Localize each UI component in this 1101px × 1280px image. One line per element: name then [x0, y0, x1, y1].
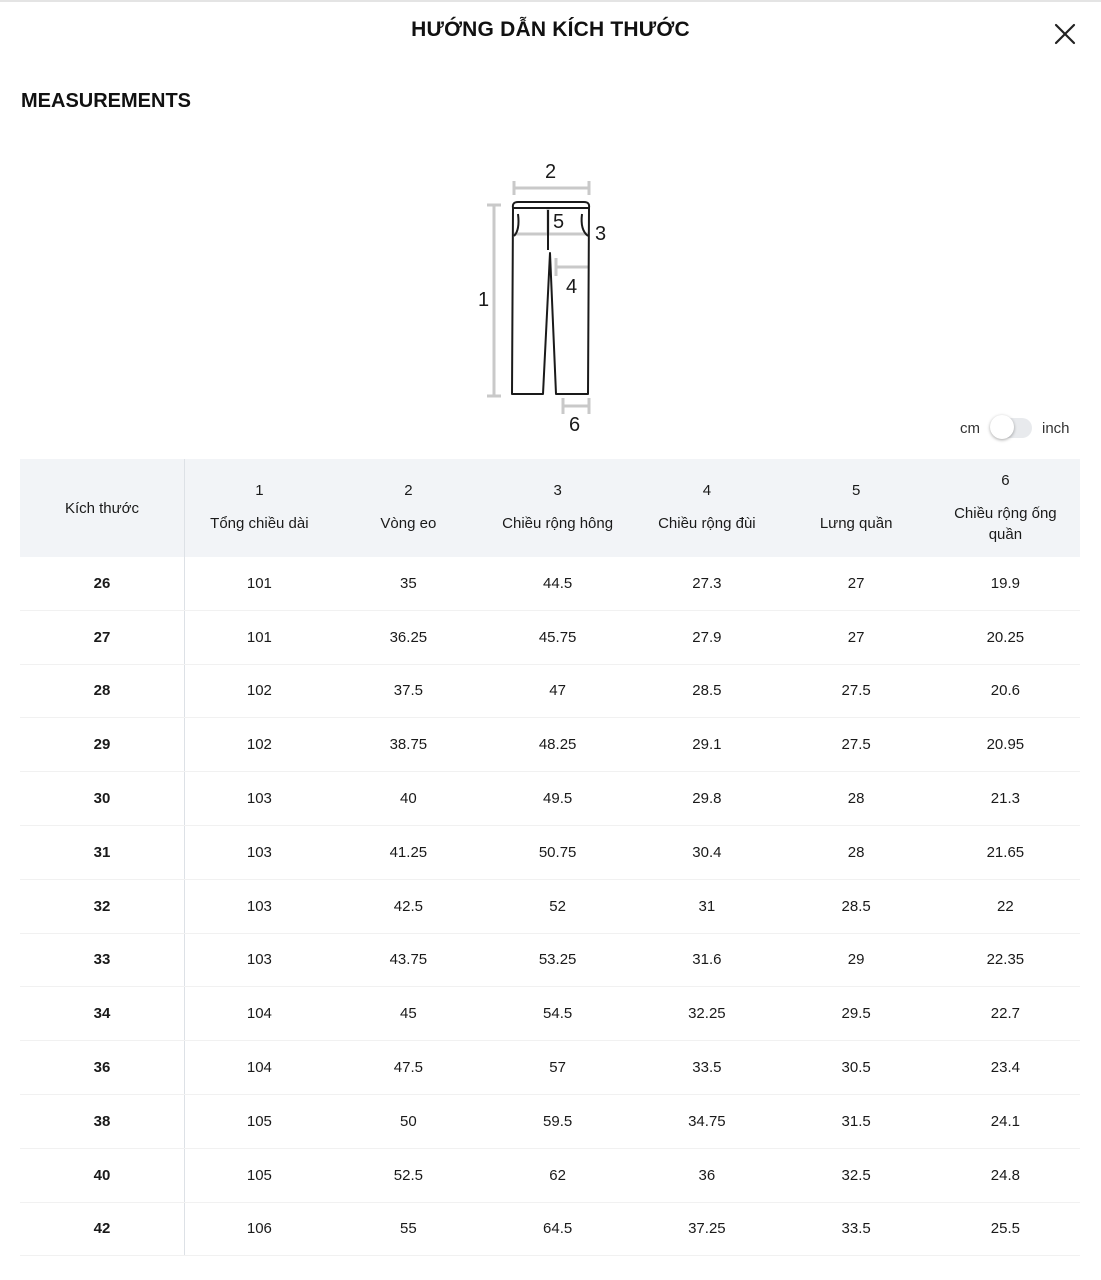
size-cell: 26 [20, 557, 185, 610]
diagram-label-6: 6 [569, 414, 581, 436]
measurement-cell: 104 [185, 987, 334, 1041]
measurement-cell: 36 [632, 1148, 781, 1202]
measurement-cell: 31 [632, 879, 781, 933]
measurement-cell: 34.75 [632, 1094, 781, 1148]
measurement-cell: 21.65 [931, 825, 1080, 879]
diagram-label-4: 4 [566, 276, 578, 298]
measurement-cell: 30.4 [632, 825, 781, 879]
measurement-cell: 53.25 [483, 933, 632, 987]
measurement-cell: 29.5 [782, 987, 931, 1041]
measurement-cell: 54.5 [483, 987, 632, 1041]
size-table [20, 459, 1080, 1256]
size-cell: 36 [20, 1041, 185, 1095]
measurement-cell: 102 [185, 664, 334, 718]
measurement-cell: 20.6 [931, 664, 1080, 718]
measurement-cell: 27.3 [632, 557, 781, 610]
measurement-cell: 105 [185, 1148, 334, 1202]
measurement-cell: 45 [334, 987, 483, 1041]
column-header-3 [483, 459, 632, 557]
measurement-cell: 40 [334, 772, 483, 826]
column-header-6 [931, 459, 1080, 557]
measurement-cell: 50 [334, 1094, 483, 1148]
measurement-cell: 106 [185, 1202, 334, 1256]
column-header-5 [782, 459, 931, 557]
size-cell: 40 [20, 1148, 185, 1202]
table-body [20, 557, 1080, 1256]
measurement-cell: 33.5 [782, 1202, 931, 1256]
diagram-label-3: 3 [595, 223, 607, 245]
measurement-cell: 101 [185, 557, 334, 610]
measurement-cell: 29.8 [632, 772, 781, 826]
measurement-cell: 103 [185, 879, 334, 933]
size-cell: 28 [20, 664, 185, 718]
measurement-cell: 31.6 [632, 933, 781, 987]
measurement-cell: 64.5 [483, 1202, 632, 1256]
measurement-cell: 20.95 [931, 718, 1080, 772]
measurement-cell: 101 [185, 610, 334, 664]
measurement-cell: 22.7 [931, 987, 1080, 1041]
size-cell: 42 [20, 1202, 185, 1256]
table-row [20, 1148, 1080, 1202]
measurement-cell: 47.5 [334, 1041, 483, 1095]
measurement-cell: 28.5 [782, 879, 931, 933]
size-cell: 30 [20, 772, 185, 826]
measurement-cell: 23.4 [931, 1041, 1080, 1095]
table-row [20, 1202, 1080, 1256]
measurement-cell: 27 [782, 610, 931, 664]
close-button[interactable] [1051, 20, 1079, 48]
measurement-cell: 29 [782, 933, 931, 987]
measurement-cell: 35 [334, 557, 483, 610]
measurement-cell: 30.5 [782, 1041, 931, 1095]
unit-toggle [960, 415, 1085, 441]
measurement-cell: 25.5 [931, 1202, 1080, 1256]
column-header-4 [632, 459, 781, 557]
table-row [20, 772, 1080, 826]
size-cell: 27 [20, 610, 185, 664]
modal-title: HƯỚNG DẪN KÍCH THƯỚC [411, 18, 690, 41]
column-number: 2 [404, 482, 413, 499]
measurement-cell: 103 [185, 772, 334, 826]
measurement-cell: 27 [782, 557, 931, 610]
measurement-cell: 38.75 [334, 718, 483, 772]
measurement-cell: 55 [334, 1202, 483, 1256]
table-row [20, 557, 1080, 610]
size-cell: 33 [20, 933, 185, 987]
table-row [20, 718, 1080, 772]
column-header-1 [185, 459, 334, 557]
measurement-cell: 102 [185, 718, 334, 772]
table-row [20, 610, 1080, 664]
column-name: Tổng chiều dài [210, 515, 309, 532]
measurement-cell: 103 [185, 825, 334, 879]
table-header-row [20, 459, 1080, 557]
measurement-cell: 41.25 [334, 825, 483, 879]
column-name: Lưng quần [819, 515, 893, 532]
measurement-cell: 27.9 [632, 610, 781, 664]
measurement-cell: 52.5 [334, 1148, 483, 1202]
measurement-cell: 52 [483, 879, 632, 933]
measurement-cell: 42.5 [334, 879, 483, 933]
column-number: 4 [702, 482, 712, 499]
close-icon [1051, 20, 1079, 48]
measurement-cell: 36.25 [334, 610, 483, 664]
measurement-cell: 48.25 [483, 718, 632, 772]
size-cell: 29 [20, 718, 185, 772]
table-row [20, 987, 1080, 1041]
measurement-cell: 32.5 [782, 1148, 931, 1202]
measurement-cell: 27.5 [782, 664, 931, 718]
measurement-cell: 104 [185, 1041, 334, 1095]
measurement-cell: 37.5 [334, 664, 483, 718]
top-divider [0, 0, 1101, 2]
size-cell: 38 [20, 1094, 185, 1148]
measurement-cell: 31.5 [782, 1094, 931, 1148]
table-row [20, 664, 1080, 718]
measurement-cell: 24.8 [931, 1148, 1080, 1202]
measurement-cell: 44.5 [483, 557, 632, 610]
column-number: 6 [1001, 471, 1010, 489]
measurement-cell: 29.1 [632, 718, 781, 772]
table-row [20, 825, 1080, 879]
size-cell: 34 [20, 987, 185, 1041]
column-name: Chiều rộng hông [502, 515, 614, 532]
measurement-cell: 37.25 [632, 1202, 781, 1256]
measurement-cell: 59.5 [483, 1094, 632, 1148]
pants-diagram [460, 150, 640, 440]
column-number: 1 [255, 482, 264, 499]
size-header: Kích thước [20, 459, 185, 557]
column-name: Vòng eo [380, 515, 437, 532]
measurement-cell: 49.5 [483, 772, 632, 826]
measurement-cell: 103 [185, 933, 334, 987]
measurement-cell: 33.5 [632, 1041, 781, 1095]
measurement-cell: 19.9 [931, 557, 1080, 610]
measurement-cell: 43.75 [334, 933, 483, 987]
measurement-cell: 21.3 [931, 772, 1080, 826]
column-name: Chiều rộng đùi [658, 515, 756, 532]
measurement-cell: 22 [931, 879, 1080, 933]
section-title: MEASUREMENTS [21, 90, 192, 112]
measurement-cell: 24.1 [931, 1094, 1080, 1148]
unit-switch[interactable] [992, 418, 1032, 438]
unit-cm-label: cm [960, 419, 980, 437]
measurement-cell: 105 [185, 1094, 334, 1148]
column-number: 3 [553, 482, 562, 499]
measurement-cell: 45.75 [483, 610, 632, 664]
measurement-cell: 28 [782, 825, 931, 879]
column-name: Chiều rộng ống quần [954, 504, 1057, 543]
size-cell: 32 [20, 879, 185, 933]
diagram-label-2: 2 [545, 161, 557, 183]
measurement-cell: 32.25 [632, 987, 781, 1041]
measurement-cell: 47 [483, 664, 632, 718]
measurement-cell: 62 [483, 1148, 632, 1202]
measurement-cell: 50.75 [483, 825, 632, 879]
size-cell: 31 [20, 825, 185, 879]
unit-inch-label: inch [1042, 419, 1070, 437]
measurement-cell: 27.5 [782, 718, 931, 772]
diagram-label-5: 5 [553, 211, 565, 233]
column-number: 5 [851, 482, 861, 499]
measurement-cell: 22.35 [931, 933, 1080, 987]
table-row [20, 933, 1080, 987]
unit-switch-knob [990, 415, 1014, 439]
measurement-cell: 28 [782, 772, 931, 826]
table-row [20, 1094, 1080, 1148]
measurement-cell: 57 [483, 1041, 632, 1095]
measurement-cell: 28.5 [632, 664, 781, 718]
table-row [20, 1041, 1080, 1095]
column-header-2 [334, 459, 483, 557]
diagram-label-1: 1 [478, 289, 490, 311]
table-row [20, 879, 1080, 933]
measurement-cell: 20.25 [931, 610, 1080, 664]
